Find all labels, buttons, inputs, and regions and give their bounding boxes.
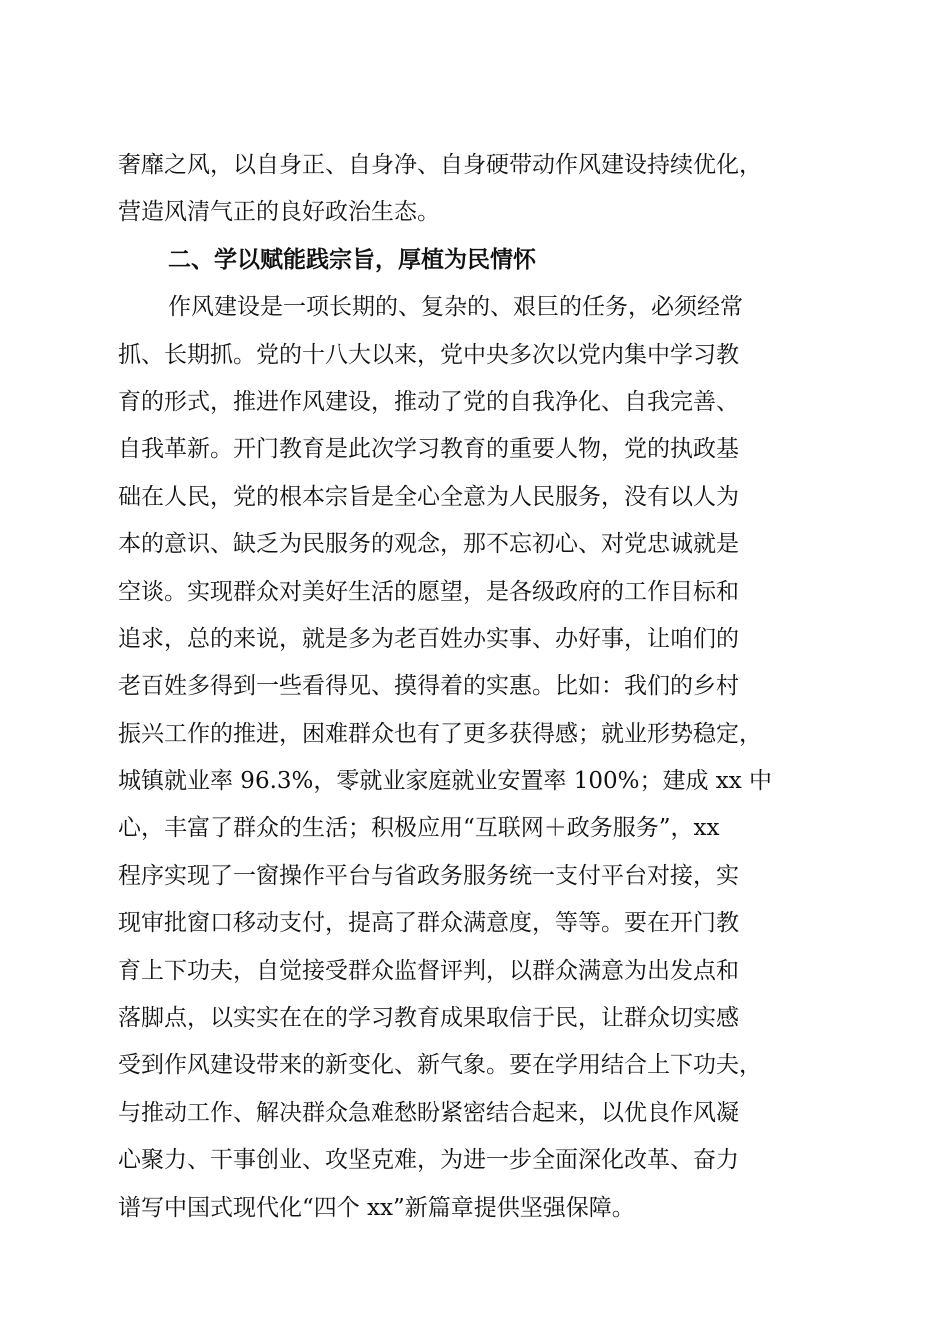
paragraph-line: 空谈。实现群众对美好生活的愿望，是各级政府的工作目标和 (118, 578, 739, 605)
paragraph-line: 与推动工作、解决群众急难愁盼紧密结合起来，以优良作风凝 (118, 1099, 739, 1126)
paragraph-line: 心聚力、干事创业、攻坚克难，为进一步全面深化改革、奋力 (118, 1147, 739, 1174)
paragraph-line: 现审批窗口移动支付，提高了群众满意度，等等。要在开门教 (118, 910, 739, 937)
paragraph-line: 谱写中国式现代化“四个 xx”新篇章提供坚强保障。 (118, 1194, 635, 1221)
paragraph-line: 心，丰富了群众的生活；积极应用“互联网＋政务服务”，xx (118, 815, 720, 842)
paragraph-line: 程序实现了一窗操作平台与省政务服务统一支付平台对接，实 (118, 862, 739, 889)
paragraph-line: 城镇就业率 96.3%，零就业家庭就业安置率 100%；建成 xx 中 (118, 768, 773, 795)
paragraph-line: 础在人民，党的根本宗旨是全心全意为人民服务，没有以人为 (118, 483, 739, 510)
paragraph-line: 振兴工作的推进，困难群众也有了更多获得感；就业形势稳定， (118, 720, 762, 747)
section-heading: 二、学以赋能践宗旨，厚植为民情怀 (168, 246, 536, 273)
paragraph-line: 追求，总的来说，就是多为老百姓办实事、办好事，让咱们的 (118, 625, 739, 652)
paragraph-line: 抓、长期抓。党的十八大以来，党中央多次以党内集中学习教 (118, 341, 739, 368)
document-body (118, 142, 840, 1232)
paragraph-line: 育的形式，推进作风建设，推动了党的自我净化、自我完善、 (118, 388, 739, 415)
paragraph-line: 落脚点，以实实在在的学习教育成果取信于民，让群众切实感 (118, 1005, 739, 1032)
paragraph-line: 受到作风建设带来的新变化、新气象。要在学用结合上下功夫， (118, 1052, 762, 1079)
paragraph-line: 自我革新。开门教育是此次学习教育的重要人物，党的执政基 (118, 436, 739, 463)
paragraph-line: 作风建设是一项长期的、复杂的、艰巨的任务，必须经常 (168, 294, 743, 321)
paragraph-line: 本的意识、缺乏为民服务的观念，那不忘初心、对党忠诚就是 (118, 531, 739, 558)
paragraph-line: 老百姓多得到一些看得见、摸得着的实惠。比如：我们的乡村 (118, 673, 739, 700)
paragraph-line: 奢靡之风，以自身正、自身净、自身硬带动作风建设持续优化， (118, 152, 762, 178)
paragraph-line: 营造风清气正的良好政治生态。 (118, 199, 440, 226)
paragraph-line: 育上下功夫，自觉接受群众监督评判，以群众满意为出发点和 (118, 957, 739, 984)
